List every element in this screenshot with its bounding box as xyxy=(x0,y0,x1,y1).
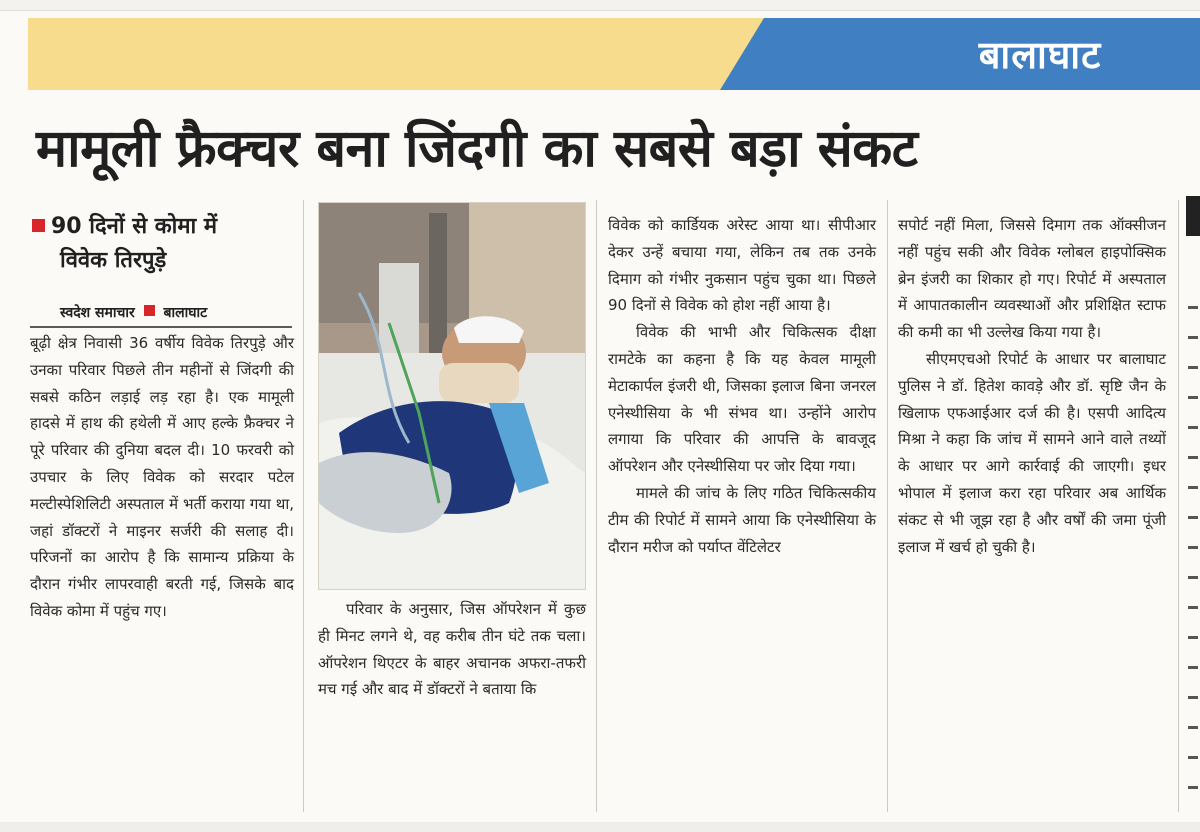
page-top-edge xyxy=(0,0,1200,11)
headline: मामूली फ्रैक्चर बना जिंदगी का सबसे बड़ा संकट xyxy=(36,118,918,179)
column-divider xyxy=(303,200,304,812)
article-paragraph: मामले की जांच के लिए गठित चिकित्सकीय टीम की रिपोर्ट में सामने आया कि एनेस्थीसिया के दौरान मरीज को पर्याप्त वेंटिलेटर xyxy=(608,483,876,556)
page-bottom-edge xyxy=(0,822,1200,832)
article-column-3 xyxy=(608,212,876,560)
byline xyxy=(60,302,294,324)
patient-photo xyxy=(318,202,586,590)
byline-place: बालाघाट xyxy=(163,305,208,321)
byline-rule xyxy=(30,326,292,328)
article-paragraph: सपोर्ट नहीं मिला, जिससे दिमाग तक ऑक्सीजन नहीं पहुंच सकी और विवेक ग्लोबल हाइपोक्सिक ब्रेन इंजरी का शिकार हो गए। रिपोर्ट में अस्पताल में आपातकालीन व्यवस्थाओं और प्रशिक्षित स्टाफ की कमी का भी उल्लेख किया गया है। xyxy=(898,216,1166,342)
article-paragraph: बूढ़ी क्षेत्र निवासी 36 वर्षीय विवेक तिरपुड़े और उनका परिवार पिछले तीन महीनों से जिंदगी की सबसे कठिन लड़ाई लड़ रहा है। एक मामूली हादसे में हाथ की हथेली में आए हल्के फ्रैक्चर ने पूरे परिवार की दुनिया बदल दी। 10 फरवरी को उपचार के लिए विवेक को सरदार पटेल मल्टीस्पेशिलिटी अस्पताल में भर्ती कराया गया था, जहां डॉक्टरों ने माइनर सर्जरी की सलाह दी। परिजनों का आरोप है कि सामान्य प्रक्रिया के दौरान गंभीर लापरवाही बरती गई, जिसके बाद विवेक कोमा में पहुंच गए। xyxy=(30,334,294,620)
cropped-text-edge xyxy=(1186,196,1200,816)
article-paragraph: विवेक को कार्डियक अरेस्ट आया था। सीपीआर देकर उन्हें बचाया गया, लेकिन तब तक उनके दिमाग को गंभीर नुकसान पहुंच चुका था। पिछले 90 दिनों से विवेक को होश नहीं आया है। xyxy=(608,216,876,315)
subhead-line-1: 90 दिनों से कोमा में xyxy=(51,214,218,239)
article-column-2 xyxy=(318,596,586,703)
red-bullet-icon xyxy=(32,219,45,232)
section-label: बालाघाट xyxy=(978,33,1102,77)
article-column-1 xyxy=(30,330,294,625)
article-column-4 xyxy=(898,212,1166,560)
article-paragraph: सीएमएचओ रिपोर्ट के आधार पर बालाघाट पुलिस ने डॉ. हितेश कावड़े और डॉ. सृष्टि जैन के खिलाफ एफआईआर दर्ज की है। एसपी आदित्य मिश्रा ने कहा कि जांच में सामने आने वाले तथ्यों के आधार पर आगे कार्रवाई की जाएगी। इधर भोपाल में इलाज करा रहा परिवार अब आर्थिक संकट से भी जूझ रहा है और वर्षों की जमा पूंजी इलाज में खर्च हो चुकी है। xyxy=(898,349,1166,556)
adjacent-article-edge xyxy=(1186,196,1200,816)
red-bullet-icon xyxy=(144,305,155,316)
hospital-bed-illustration xyxy=(319,203,585,589)
subheadline xyxy=(32,210,292,278)
subhead-line-2: विवेक तिरपुड़े xyxy=(60,248,167,273)
article-paragraph: परिवार के अनुसार, जिस ऑपरेशन में कुछ ही मिनट लगने थे, वह करीब तीन घंटे तक चला। ऑपरेशन थिएटर के बाहर अचानक अफरा-तफरी मच गई और बाद में डॉक्टरों ने बताया कि xyxy=(318,600,586,699)
column-divider xyxy=(887,200,888,812)
column-divider xyxy=(596,200,597,812)
article-paragraph: विवेक की भाभी और चिकित्सक दीक्षा रामटेके का कहना है कि यह केवल मामूली मेटाकार्पल इंजरी थी, जिसका इलाज बिना जनरल एनेस्थीसिया के भी संभव था। उन्होंने आरोप लगाया कि परिवार की आपत्ति के बावजूद ऑपरेशन और एनेस्थीसिया पर जोर दिया गया। xyxy=(608,323,876,476)
byline-source: स्वदेश समाचार xyxy=(60,305,135,321)
column-divider xyxy=(1178,200,1179,812)
